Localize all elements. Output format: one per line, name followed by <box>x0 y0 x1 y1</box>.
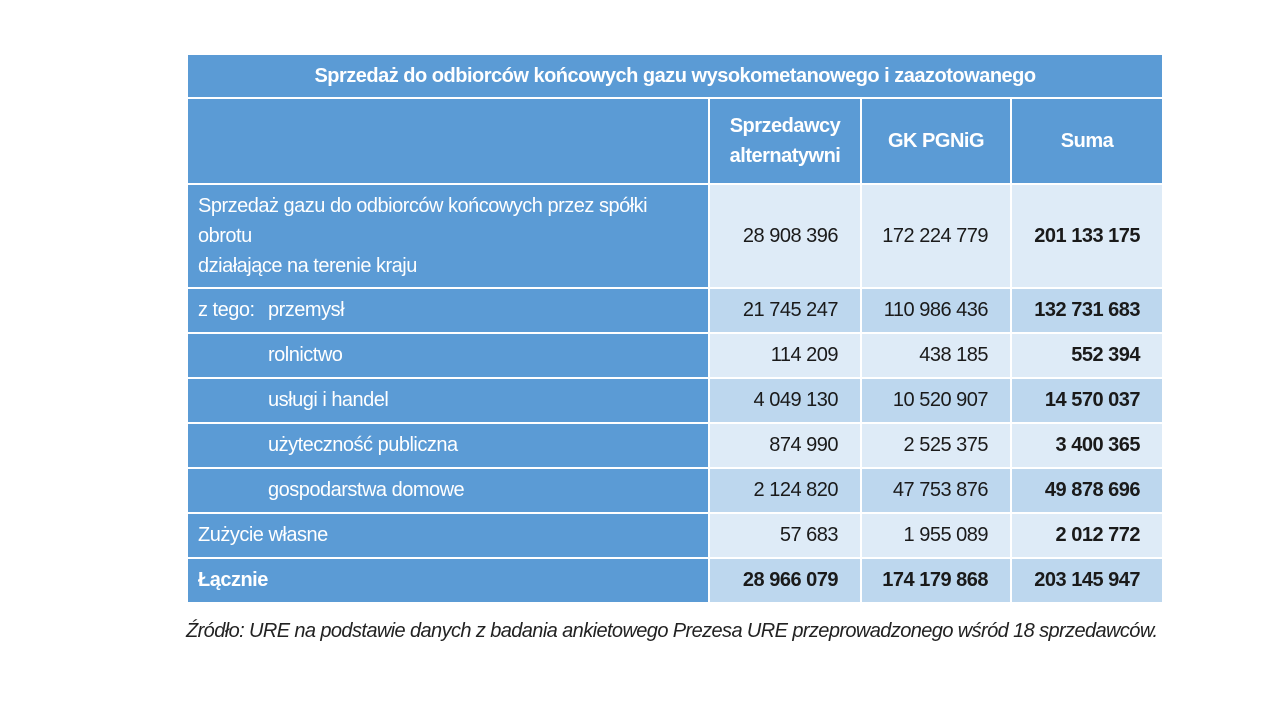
cell-alternative: 57 683 <box>709 513 861 558</box>
row-label <box>187 378 709 423</box>
table-row <box>187 288 1163 333</box>
row-label <box>187 423 709 468</box>
cell-pgnig: 10 520 907 <box>861 378 1011 423</box>
row-label-line2: działające na terenie kraju <box>198 255 417 277</box>
sales-table <box>186 53 1164 604</box>
source-note: Źródło: URE na podstawie danych z badania ankietowego Prezesa URE przeprowadzonego wśród 18 sprzedawców. <box>186 620 1158 642</box>
cell-alternative: 28 908 396 <box>709 184 861 288</box>
cell-alternative: 2 124 820 <box>709 468 861 513</box>
row-label-text: rolnictwo <box>268 344 343 366</box>
cell-sum: 3 400 365 <box>1011 423 1163 468</box>
cell-sum: 552 394 <box>1011 333 1163 378</box>
table-row <box>187 513 1163 558</box>
row-label-text: gospodarstwa domowe <box>268 479 465 501</box>
header-label-cell <box>187 98 709 184</box>
header-alternative-line1: Sprzedawcy <box>729 115 841 137</box>
cell-pgnig: 47 753 876 <box>861 468 1011 513</box>
header-gk-pgnig: GK PGNiG <box>861 98 1011 184</box>
table-row <box>187 378 1163 423</box>
table-row <box>187 468 1163 513</box>
cell-alternative: 114 209 <box>709 333 861 378</box>
row-label-text: użyteczność publiczna <box>268 434 458 456</box>
cell-sum: 201 133 175 <box>1011 184 1163 288</box>
row-label <box>187 333 709 378</box>
cell-sum: 2 012 772 <box>1011 513 1163 558</box>
cell-sum: 49 878 696 <box>1011 468 1163 513</box>
table-row <box>187 333 1163 378</box>
row-label-text: przemysł <box>268 299 345 321</box>
table-row <box>187 423 1163 468</box>
row-label: Zużycie własne <box>187 513 709 558</box>
cell-alternative: 28 966 079 <box>709 558 861 603</box>
cell-pgnig: 2 525 375 <box>861 423 1011 468</box>
row-label <box>187 184 709 288</box>
row-label <box>187 468 709 513</box>
cell-alternative: 874 990 <box>709 423 861 468</box>
cell-alternative: 4 049 130 <box>709 378 861 423</box>
header-sum: Suma <box>1011 98 1163 184</box>
header-alternative-sellers <box>709 98 861 184</box>
table-header-row <box>187 98 1163 184</box>
cell-sum: 14 570 037 <box>1011 378 1163 423</box>
row-label: Łącznie <box>187 558 709 603</box>
header-alternative-line2: alternatywni <box>729 145 841 167</box>
table-title: Sprzedaż do odbiorców końcowych gazu wysokometanowego i zaazotowanego <box>187 54 1163 98</box>
cell-pgnig: 172 224 779 <box>861 184 1011 288</box>
cell-sum: 132 731 683 <box>1011 288 1163 333</box>
table-row-total <box>187 558 1163 603</box>
cell-pgnig: 174 179 868 <box>861 558 1011 603</box>
cell-pgnig: 438 185 <box>861 333 1011 378</box>
sales-table-container <box>186 53 1162 604</box>
cell-pgnig: 1 955 089 <box>861 513 1011 558</box>
row-prefix: z tego: <box>198 299 255 321</box>
cell-sum: 203 145 947 <box>1011 558 1163 603</box>
row-label-text: usługi i handel <box>268 389 389 411</box>
row-label <box>187 288 709 333</box>
cell-pgnig: 110 986 436 <box>861 288 1011 333</box>
row-label-line1: Sprzedaż gazu do odbiorców końcowych przez spółki obrotu <box>198 195 648 247</box>
cell-alternative: 21 745 247 <box>709 288 861 333</box>
table-title-row <box>187 54 1163 98</box>
table-row <box>187 184 1163 288</box>
